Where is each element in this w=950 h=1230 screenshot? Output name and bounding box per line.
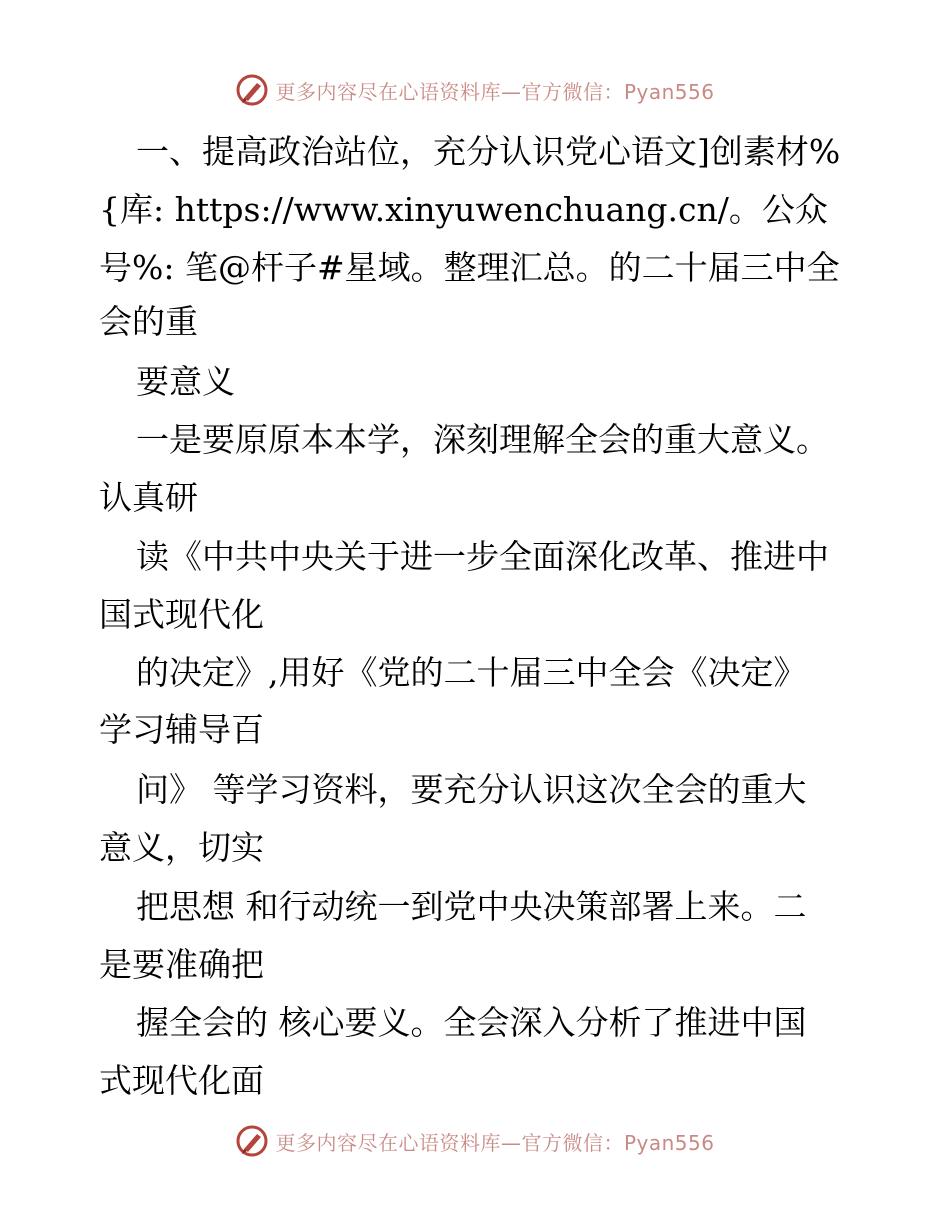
body-line: 式现代化面	[99, 1061, 264, 1100]
footer-banner	[0, 1121, 950, 1161]
body-line: 问》 等学习资料，要充分认识这次全会的重大	[136, 770, 807, 809]
body-line: 的决定》,用好《党的二十届三中全会《决定》	[136, 653, 807, 692]
body-line: 读《中共中央关于进一步全面深化改革、推进中	[136, 537, 829, 576]
body-line: 国式现代化	[99, 595, 264, 634]
body-line: 一、提高政治站位，充分认识党心语文]创素材%	[136, 132, 841, 171]
body-line: {库: https://www.xinyuwenchuang.cn/。公众	[99, 190, 828, 229]
header-banner-text: 更多内容尽在心语资料库—官方微信：Pyan556	[275, 79, 715, 104]
body-line: 认真研	[99, 478, 198, 517]
body-line: 意义，切实	[99, 828, 264, 867]
body-line: 要意义	[136, 362, 235, 401]
footer-banner-text: 更多内容尽在心语资料库—官方微信：Pyan556	[275, 1130, 715, 1155]
body-line: 是要准确把	[99, 945, 264, 984]
body-line: 号%: 笔@杆子#星域。整理汇总。的二十届三中全	[99, 248, 840, 287]
body-line: 握全会的 核心要义。全会深入分析了推进中国	[136, 1003, 807, 1042]
body-line: 一是要原原本本学，深刻理解全会的重大意义。	[136, 420, 829, 459]
body-line: 把思想 和行动统一到党中央决策部署上来。二	[136, 887, 807, 926]
body-line: 会的重	[99, 302, 198, 341]
pen-logo-icon	[235, 1124, 269, 1158]
body-line: 学习辅导百	[99, 710, 264, 749]
